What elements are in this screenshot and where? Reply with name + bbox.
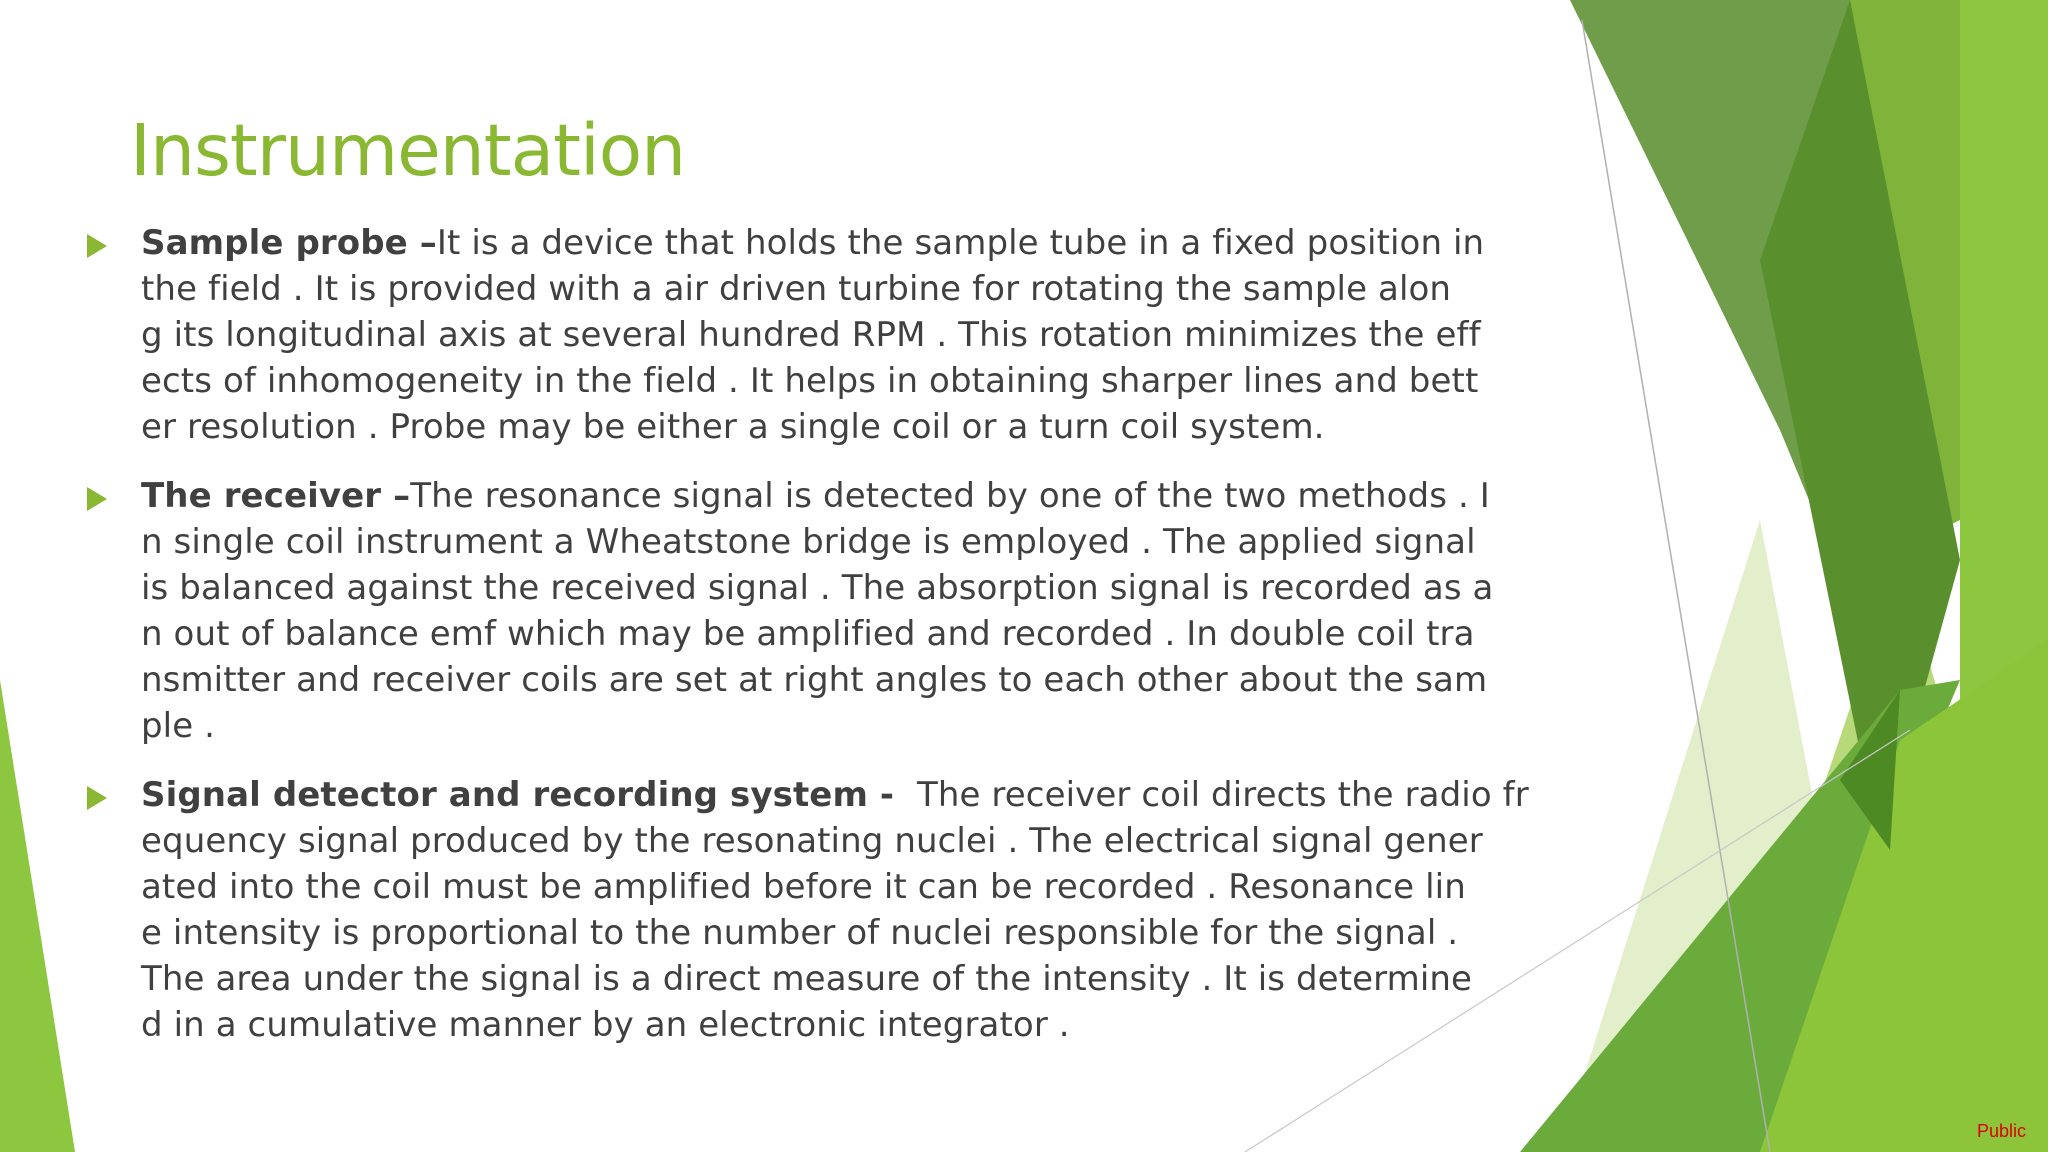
bullet-heading: Sample probe –	[141, 223, 437, 263]
bullet-item	[84, 473, 1504, 749]
bullet-line: ple .	[141, 706, 216, 746]
bullet-line: g its longitudinal axis at several hundred RPM . This rotation minimizes the eff	[141, 315, 1481, 355]
bullet-item	[84, 220, 1504, 450]
bullet-text	[141, 473, 1504, 749]
bullet-line-text: The resonance signal is detected by one of the two methods . I	[410, 476, 1490, 516]
bullet-line: is balanced against the received signal . The absorption signal is recorded as a	[141, 568, 1494, 608]
bullet-line: e intensity is proportional to the number of nuclei responsible for the signal .	[141, 913, 1459, 953]
triangle-right-icon	[87, 786, 107, 810]
bullet-list	[84, 220, 1529, 1071]
triangle-right-icon	[87, 234, 107, 258]
bullet-text	[141, 772, 1529, 1048]
bullet-text	[141, 220, 1504, 450]
bullet-line-text: The receiver coil directs the radio fr	[906, 775, 1529, 815]
bullet-line: nsmitter and receiver coils are set at right angles to each other about the sam	[141, 660, 1488, 700]
bullet-line: er resolution . Probe may be either a single coil or a turn coil system.	[141, 407, 1325, 447]
bullet-line: d in a cumulative manner by an electronic integrator .	[141, 1005, 1070, 1045]
slide-title: Instrumentation	[130, 109, 686, 192]
bullet-line-text: It is a device that holds the sample tube in a fixed position in	[436, 223, 1485, 263]
bullet-line	[141, 473, 1504, 519]
bullet-line: ects of inhomogeneity in the field . It helps in obtaining sharper lines and bett	[141, 361, 1479, 401]
right-shape-farright	[1960, 0, 2048, 760]
triangle-right-icon	[87, 487, 107, 511]
bullet-line: ated into the coil must be amplified before it can be recorded . Resonance lin	[141, 867, 1466, 907]
bullet-line	[141, 220, 1504, 266]
bullet-heading: The receiver –	[141, 476, 411, 516]
left-green-shape	[0, 680, 75, 1152]
footer-classification-label: Public	[1976, 1121, 2026, 1141]
bullet-line	[141, 772, 1529, 818]
bullet-line: n single coil instrument a Wheatstone bridge is employed . The applied signal	[141, 522, 1476, 562]
bullet-line: The area under the signal is a direct measure of the intensity . It is determine	[141, 959, 1473, 999]
bullet-line: equency signal produced by the resonating nuclei . The electrical signal gener	[141, 821, 1483, 861]
bullet-heading: Signal detector and recording system -	[141, 775, 907, 815]
bullet-line: the field . It is provided with a air driven turbine for rotating the sample alon	[141, 269, 1452, 309]
bullet-line: n out of balance emf which may be amplified and recorded . In double coil tra	[141, 614, 1475, 654]
bullet-item	[84, 772, 1529, 1048]
